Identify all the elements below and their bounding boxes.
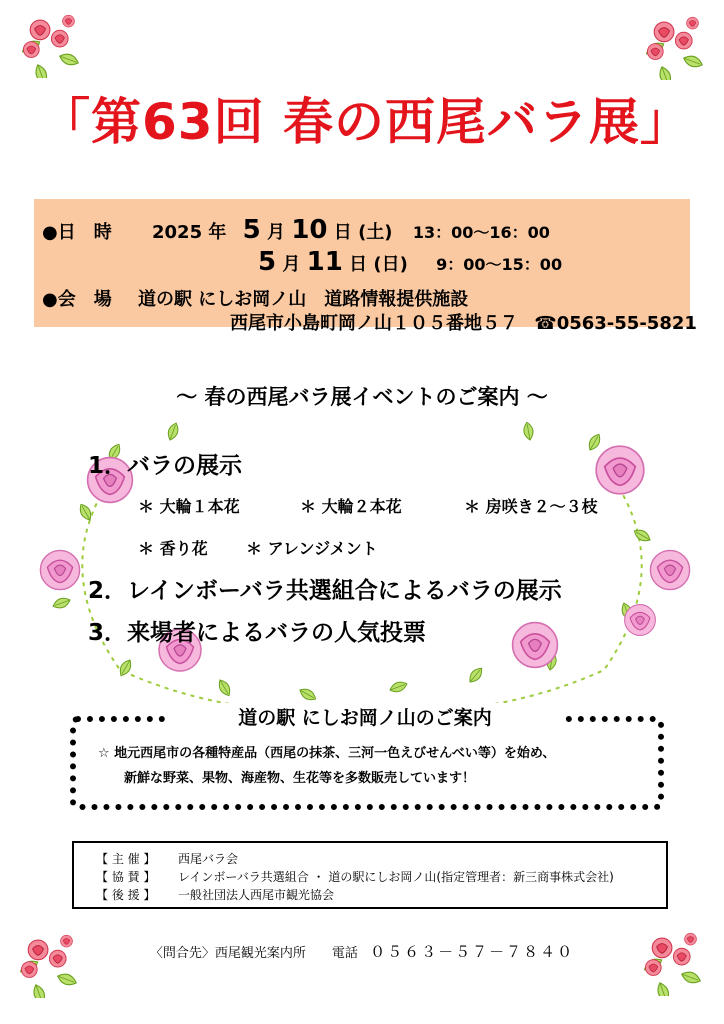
station-line-2: 新鮮な野菜、果物、海産物、生花等を多数販売しています！ bbox=[124, 771, 476, 786]
event-item-2: 2．レインボーバラ共選組合によるバラの展示 bbox=[88, 578, 562, 604]
day2-weekday: (日) bbox=[373, 254, 408, 275]
organizer-row bbox=[96, 850, 238, 867]
organizer-label: 【 主 催 】 bbox=[96, 852, 156, 866]
day-unit-2: 日 bbox=[349, 254, 368, 275]
rose-bouquet-icon bbox=[640, 10, 710, 80]
page-title: 「第63回 春の西尾バラ展」 bbox=[40, 93, 691, 151]
day1-time: 13：00～16：00 bbox=[412, 223, 550, 242]
day2-day: 11 bbox=[306, 247, 343, 277]
events-heading: ～ 春の西尾バラ展イベントのご案内 ～ bbox=[176, 385, 548, 409]
date-row-2 bbox=[258, 247, 562, 277]
organizer-value: 一般社団法人西尾市観光協会 bbox=[178, 888, 335, 902]
sub-item: ＊ 大輪２本花 bbox=[300, 497, 402, 516]
month-unit-2: 月 bbox=[282, 254, 301, 275]
organizer-label: 【 協 賛 】 bbox=[96, 870, 156, 884]
date-label: ●日 時 bbox=[42, 222, 112, 243]
station-info-box bbox=[70, 716, 664, 810]
contact-label: 〈問合先〉西尾観光案内所 電話 bbox=[149, 946, 358, 961]
venue-name: 道の駅 にしお岡ノ山 道路情報提供施設 bbox=[138, 289, 469, 310]
event-info-box bbox=[34, 199, 697, 334]
organizers-box bbox=[72, 841, 668, 909]
event-item-3: 3．来場者によるバラの人気投票 bbox=[88, 620, 427, 646]
organizer-row bbox=[96, 886, 334, 903]
year-unit: 年 bbox=[208, 222, 227, 243]
organizer-value: 西尾バラ会 bbox=[178, 852, 239, 866]
month-unit: 月 bbox=[267, 222, 286, 243]
sub-item: ＊ 香り花 bbox=[138, 539, 208, 558]
organizer-label: 【 後 援 】 bbox=[96, 888, 156, 902]
sub-item: ＊ 房咲き２～３枝 bbox=[464, 497, 598, 516]
day-unit: 日 bbox=[333, 222, 352, 243]
address: 西尾市小島町岡ノ山１０５番地５７ bbox=[230, 313, 518, 334]
station-line-1: ☆ 地元西尾市の各種特産品（西尾の抹茶、三河一色えびせんべい等）を始め、 bbox=[98, 746, 556, 761]
sub-item: ＊ 大輪１本花 bbox=[138, 497, 240, 516]
event-item-1: 1．バラの展示 bbox=[88, 453, 243, 479]
sub-item: ＊ アレンジメント bbox=[246, 539, 378, 558]
address-row bbox=[230, 309, 697, 335]
contact-line bbox=[0, 941, 724, 962]
day1-month: 5 bbox=[242, 215, 261, 245]
venue-row bbox=[42, 285, 468, 311]
rose-bouquet-icon bbox=[14, 928, 84, 998]
day1-day: 10 bbox=[291, 215, 328, 245]
station-title: 道の駅 にしお岡ノ山のご案内 bbox=[165, 703, 565, 730]
day1-weekday: (土) bbox=[358, 222, 393, 243]
year: 2025 bbox=[152, 222, 203, 243]
contact-phone: ０５６３－５７－７８４０ bbox=[370, 943, 575, 961]
phone: ☎0563-55-5821 bbox=[534, 313, 697, 334]
rose-bouquet-icon bbox=[16, 8, 86, 78]
organizer-value: レインボーバラ共選組合 ・ 道の駅にしお岡ノ山(指定管理者：新三商事株式会社) bbox=[178, 870, 614, 884]
day2-month: 5 bbox=[258, 247, 277, 277]
organizer-row bbox=[96, 868, 614, 885]
date-row-1 bbox=[42, 215, 550, 245]
day2-time: 9：00～15：00 bbox=[436, 255, 563, 274]
venue-label: ●会 場 bbox=[42, 289, 112, 310]
